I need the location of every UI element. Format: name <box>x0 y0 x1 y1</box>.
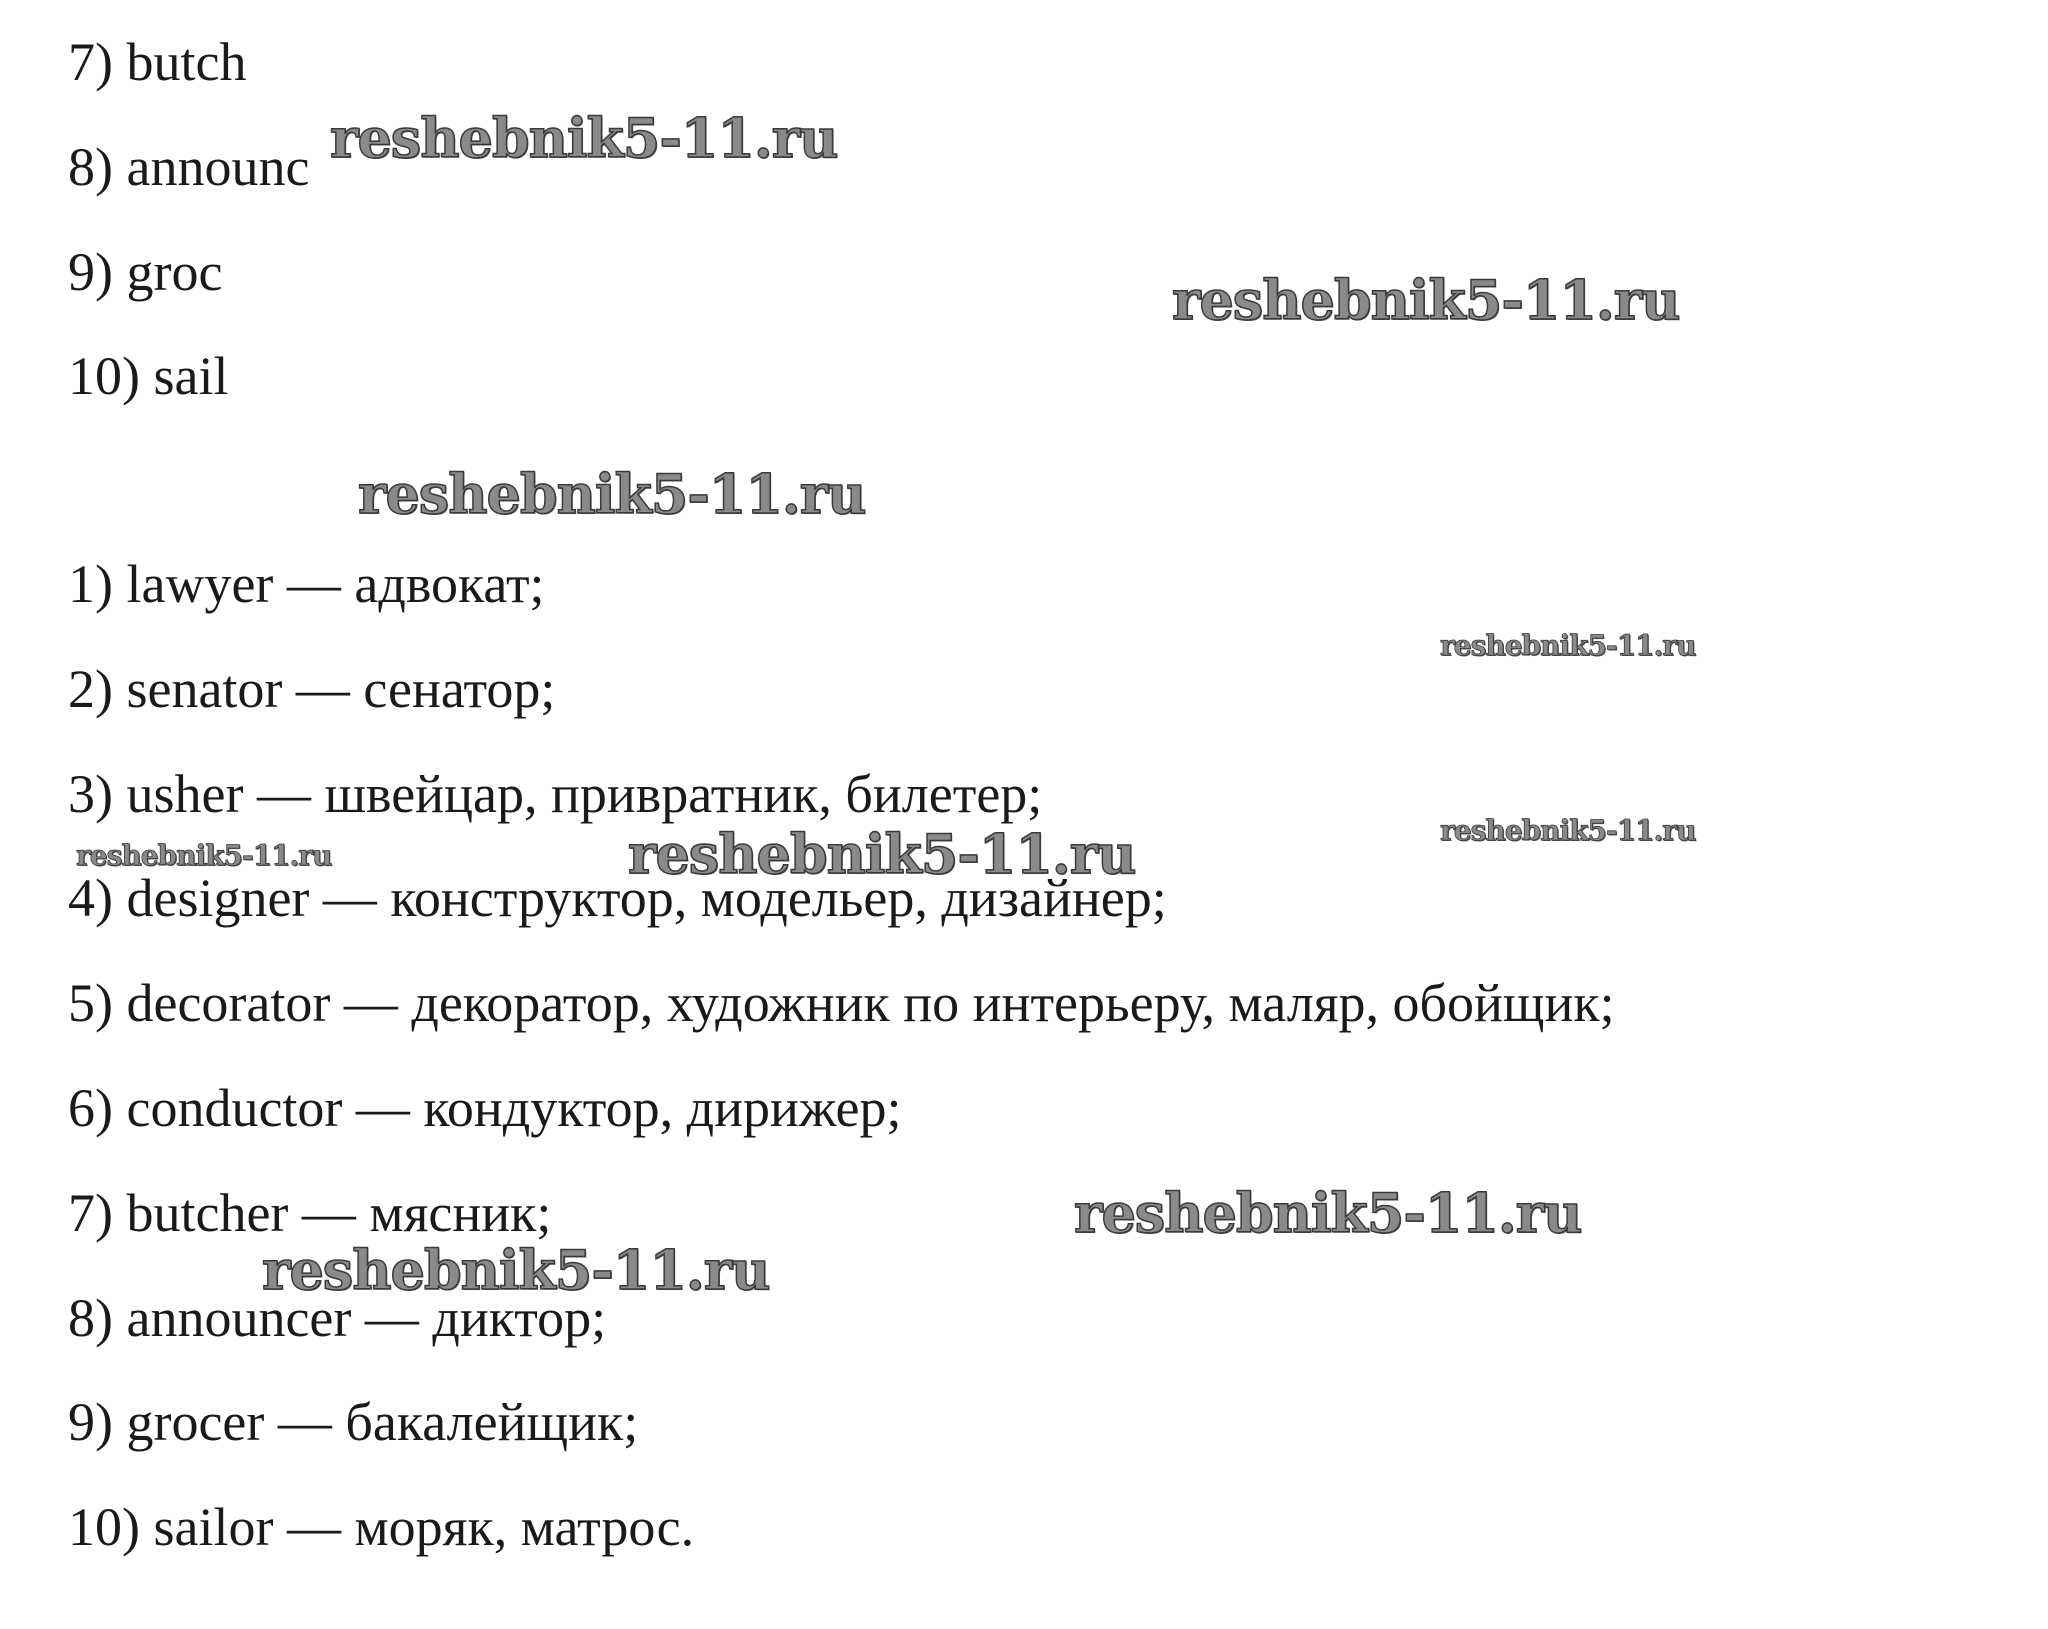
watermark-3: reshebnik5-11.ru <box>358 462 866 526</box>
answer-line-2: 2) senator — сенатор; <box>68 659 556 719</box>
answer-line-8: 8) announcer — диктор; <box>68 1288 607 1348</box>
exercise-line-8-partial: 8) announc <box>68 137 310 197</box>
watermark-9: reshebnik5-11.ru <box>262 1238 770 1302</box>
watermark-8: reshebnik5-11.ru <box>1074 1181 1582 1245</box>
watermark-6: reshebnik5-11.ru <box>76 839 332 872</box>
answer-line-5: 5) decorator — декоратор, художник по интерьеру, маляр, обойщик; <box>68 973 1615 1033</box>
answer-line-3: 3) usher — швейцар, привратник, билетер; <box>68 764 1043 824</box>
watermark-5: reshebnik5-11.ru <box>1440 814 1696 847</box>
answer-line-7: 7) butcher — мясник; <box>68 1183 552 1243</box>
exercise-line-10-partial: 10) sail <box>68 346 229 406</box>
exercise-line-7-partial: 7) butch <box>68 32 247 92</box>
answer-line-4: 4) designer — конструктор, модельер, дизайнер; <box>68 868 1167 928</box>
watermark-4: reshebnik5-11.ru <box>1440 629 1696 662</box>
watermark-7: reshebnik5-11.ru <box>628 822 1136 886</box>
answer-line-6: 6) conductor — кондуктор, дирижер; <box>68 1078 902 1138</box>
answer-line-9: 9) grocer — бакалейщик; <box>68 1392 639 1452</box>
exercise-line-9-partial: 9) groc <box>68 242 223 302</box>
watermark-2: reshebnik5-11.ru <box>1172 268 1680 332</box>
watermark-1: reshebnik5-11.ru <box>330 106 838 170</box>
answer-line-1: 1) lawyer — адвокат; <box>68 554 545 614</box>
answer-line-10: 10) sailor — моряк, матрос. <box>68 1497 695 1557</box>
